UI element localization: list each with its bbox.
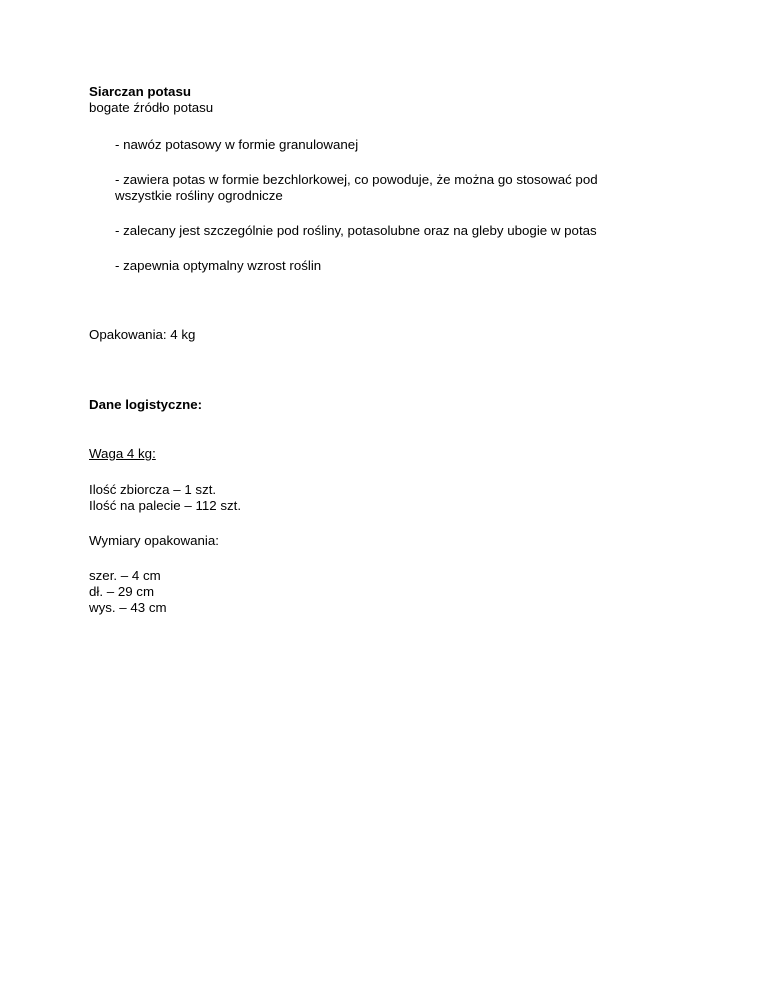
feature-item-continuation: wszystkie rośliny ogrodnicze xyxy=(115,188,283,203)
bulk-quantity: Ilość zbiorcza – 1 szt. xyxy=(89,482,217,497)
dimension-width: szer. – 4 cm xyxy=(89,568,161,583)
product-title: Siarczan potasu xyxy=(89,84,191,99)
feature-item: - zalecany jest szczególnie pod rośliny, potasolubne oraz na gleby ubogie w potas xyxy=(115,223,597,238)
pallet-quantity: Ilość na palecie – 112 szt. xyxy=(89,498,242,513)
dimension-height: wys. – 43 cm xyxy=(89,600,167,615)
feature-item: - zapewnia optymalny wzrost roślin xyxy=(115,258,322,273)
feature-item: - zawiera potas w formie bezchlorkowej, co powoduje, że można go stosować pod xyxy=(115,172,598,187)
product-subtitle: bogate źródło potasu xyxy=(89,100,214,115)
weight-heading: Waga 4 kg: xyxy=(89,446,156,461)
packaging-info: Opakowania: 4 kg xyxy=(89,327,196,342)
logistics-heading: Dane logistyczne: xyxy=(89,397,203,412)
feature-item: - nawóz potasowy w formie granulowanej xyxy=(115,137,359,152)
dimensions-heading: Wymiary opakowania: xyxy=(89,533,219,548)
dimension-length: dł. – 29 cm xyxy=(89,584,155,599)
